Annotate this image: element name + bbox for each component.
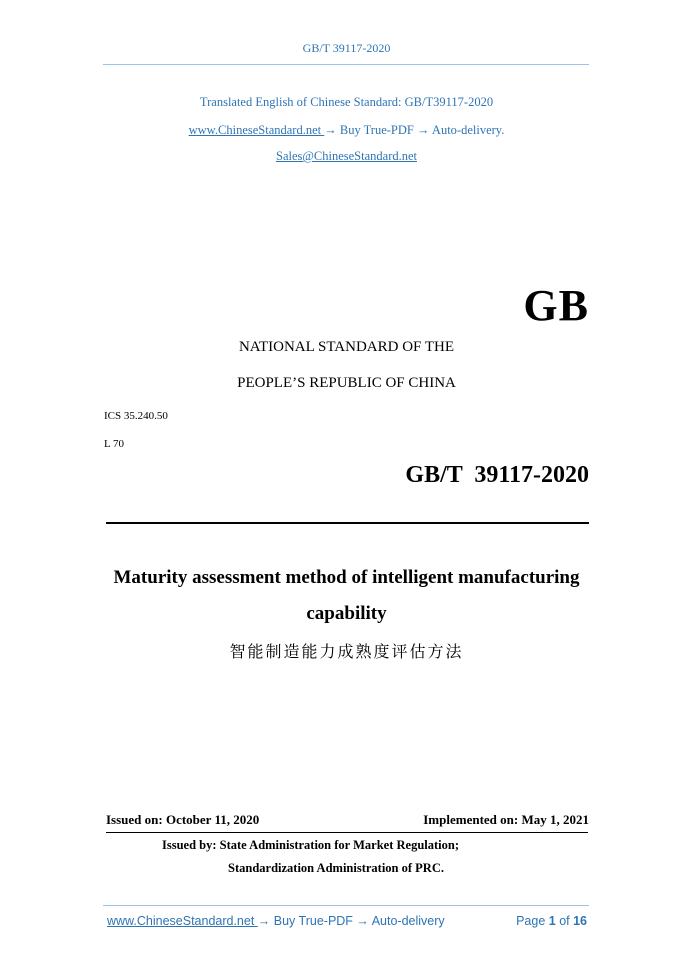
issued-by-line2: Standardization Administration of PRC. bbox=[228, 861, 444, 875]
gb-logo: GB bbox=[523, 281, 589, 330]
ics-code: ICS 35.240.50 bbox=[104, 410, 168, 422]
page-of: of bbox=[555, 914, 574, 928]
page-word: Page bbox=[516, 914, 549, 928]
issued-by-line1: Issued by: State Administration for Market Regulation; bbox=[162, 838, 459, 852]
document-title-chinese: 智能制造能力成熟度评估方法 bbox=[229, 642, 464, 661]
page-indicator bbox=[516, 914, 587, 928]
footer-site-link[interactable]: www.ChineseStandard.net bbox=[107, 914, 258, 928]
document-title-line2: capability bbox=[306, 603, 387, 624]
l-code: L 70 bbox=[104, 438, 125, 450]
site-link[interactable]: www.ChineseStandard.net bbox=[188, 123, 325, 137]
page-current: 1 bbox=[548, 914, 556, 928]
dates-rule bbox=[106, 832, 588, 833]
footer-site-notice bbox=[107, 914, 445, 928]
document-title-line1: Maturity assessment method of intelligent manufacturing bbox=[113, 567, 580, 588]
national-standard-line2: PEOPLE’S REPUBLIC OF CHINA bbox=[237, 375, 456, 391]
standard-number: GB/T 39117-2020 bbox=[405, 462, 589, 488]
issued-on: Issued on: October 11, 2020 bbox=[106, 812, 260, 827]
header-title: GB/T 39117-2020 bbox=[302, 41, 391, 55]
footer-rule bbox=[103, 905, 589, 906]
implemented-on: Implemented on: May 1, 2021 bbox=[423, 812, 589, 827]
national-standard-line1: NATIONAL STANDARD OF THE bbox=[238, 339, 455, 355]
site-notice-rest: → Buy True-PDF → Auto-delivery. bbox=[324, 123, 505, 137]
footer-site-rest: → Buy True-PDF → Auto-delivery bbox=[257, 914, 445, 928]
sales-email-link[interactable]: Sales@ChineseStandard.net bbox=[276, 149, 417, 163]
title-rule bbox=[106, 522, 589, 524]
translation-notice: Translated English of Chinese Standard: GB/T39117-2020 bbox=[199, 95, 494, 109]
page-total: 16 bbox=[573, 914, 587, 928]
header-rule bbox=[103, 64, 589, 65]
sales-notice bbox=[0, 149, 693, 164]
site-notice bbox=[0, 123, 693, 138]
